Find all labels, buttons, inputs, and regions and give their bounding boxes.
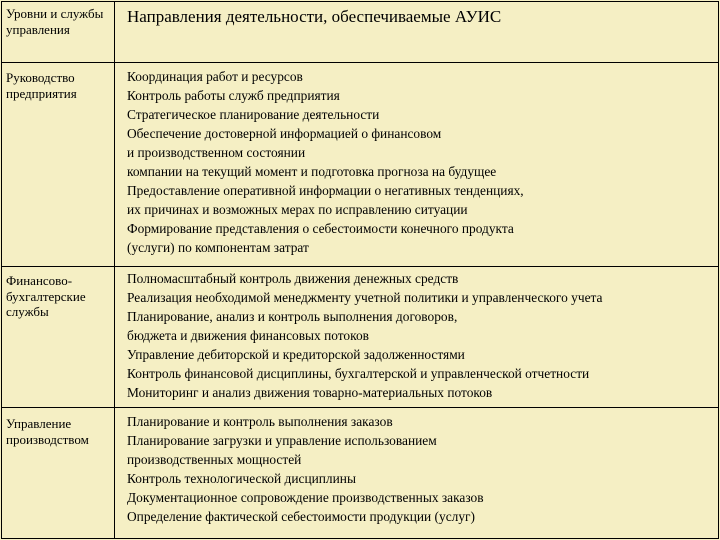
directions-cell [115,408,719,539]
direction-line: производственных мощностей [127,452,302,467]
directions-cell [115,63,719,267]
direction-line: Полномасштабный контроль движения денежных средств [127,271,459,286]
activity-table [1,1,719,539]
header-row [2,2,719,63]
table-row [2,267,719,408]
level-line: Финансово- [6,273,73,288]
level-cell [2,408,115,539]
direction-line: Управление дебиторской и кредиторской задолженностями [127,347,465,362]
level-line: Руководство [6,70,75,85]
direction-line: Планирование, анализ и контроль выполнения договоров, [127,309,458,324]
direction-line: Контроль работы служб предприятия [127,88,340,103]
header-levels-cell [2,2,115,63]
direction-line: Планирование и контроль выполнения заказов [127,414,393,429]
direction-line: Формирование представления о себестоимости конечного продукта [127,221,514,236]
table-row [2,63,719,267]
direction-line: Планирование загрузки и управление использованием [127,433,437,448]
direction-line: Координация работ и ресурсов [127,69,303,84]
header-levels-line: Уровни и [6,6,58,21]
level-line: службы [6,304,49,319]
level-cell [2,267,115,408]
direction-line: Контроль финансовой дисциплины, бухгалтерской и управленческой отчетности [127,366,590,381]
direction-line: Мониторинг и анализ движения товарно-материальных потоков [127,385,493,400]
direction-line: Контроль технологической дисциплины [127,471,356,486]
direction-line: Определение фактической себестоимости продукции (услуг) [127,509,475,524]
direction-line: и производственном состоянии [127,145,306,160]
header-levels-line: управления [6,21,70,37]
direction-line: Стратегическое планирование деятельности [127,107,380,122]
header-levels-line: службы [60,6,104,21]
direction-line: их причинах и возможных мерах по исправлению ситуации [127,202,468,217]
level-line: Управление [6,416,72,431]
direction-line: (услуги) по компонентам затрат [127,240,309,255]
level-line: производством [6,431,89,447]
level-line: бухгалтерские [6,288,86,304]
direction-line: компании на текущий момент и подготовка прогноза на будущее [127,164,497,179]
direction-line: Документационное сопровождение производственных заказов [127,490,484,505]
level-cell [2,63,115,267]
direction-line: Реализация необходимой менеджменту учетной политики и управленческого учета [127,290,603,305]
direction-line: Обеспечение достоверной информацией о финансовом [127,126,442,141]
table-row [2,408,719,539]
level-line: предприятия [6,85,77,101]
direction-line: Предоставление оперативной информации о негативных тенденциях, [127,183,524,198]
directions-cell [115,267,719,408]
direction-line: бюджета и движения финансовых потоков [127,328,369,343]
header-directions-cell: Направления деятельности, обеспечиваемые АУИС [115,2,719,63]
